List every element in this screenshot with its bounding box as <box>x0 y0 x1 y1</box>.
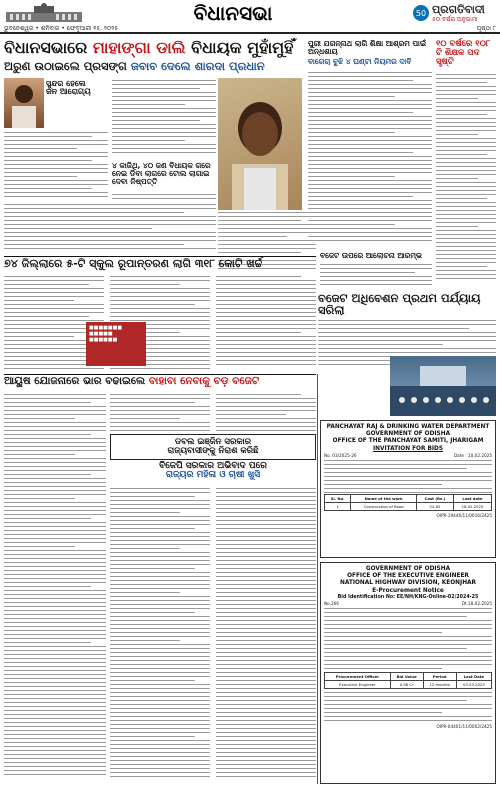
lead-headline-part2: ବିଧାୟକ ମୁହାଁମୁହିଁ <box>191 38 294 57</box>
lead-headline-part1: ବିଧାନସଭାରେ <box>4 38 88 57</box>
legislator-photo <box>4 78 44 128</box>
ad1-table <box>324 494 492 511</box>
logo-tagline: ୫୦ ବର୍ଷର ଅନୁଗାମୀ <box>432 16 478 23</box>
band3-headline <box>110 462 316 481</box>
ad1-body <box>324 460 492 494</box>
ad1-th-4: Last date <box>453 495 491 503</box>
ad2-code: OIPR-04401/11/0002/2425 <box>436 724 492 730</box>
band2-box-line2: ରାଜ୍ୟବାସୀଙ୍କୁ ନିରାଶ କରିଛି <box>167 445 259 456</box>
dateline: ଭୁବନେଶ୍ୱର • ଶନିବାର • ଫେବୃଆରୀ ୧୫, ୨୦୨୫ <box>4 25 118 32</box>
ad2-cell: 0.98 Cr <box>390 681 423 689</box>
mid-right-headline: ବଜେଟ ଉପରେ ଆଲୋଚନା ଆରମ୍ଭ <box>320 251 422 260</box>
band3-headline-part1: ବିଜେପି ସରକାର ଅଭିବାଦ ପରେ <box>159 461 267 471</box>
band2-body-right <box>110 394 316 434</box>
ad2-th-4: Last Date <box>456 673 491 681</box>
lead-subhead <box>4 60 314 72</box>
tender-ad-panchayat <box>320 420 496 558</box>
band3-headline-blue: ରାଜ୍ୟର ମହିଳା ଓ ଚାଷୀ ଖୁସି <box>165 470 261 481</box>
far-right-headline: ୧୦ ବର୍ଷରେ ୧୦୮ ଟି ଶିକ୍ଷକ ପଦ ସୃଷ୍ଟି <box>436 39 491 67</box>
band2-headline <box>4 376 316 387</box>
ad2-proc: E-Procurement Notice <box>372 587 444 594</box>
minister-photo <box>218 78 302 210</box>
assembly-hall-photo <box>390 356 496 416</box>
ad2-th-3: Period <box>423 673 456 681</box>
ad2-bid: Bid Identification No: EE/NH/KNG-Online-02/2024-25 <box>337 594 479 600</box>
ad1-no: No. 03/2025-26 <box>324 452 357 458</box>
ad2-no: No.266 <box>324 600 339 606</box>
masthead <box>0 0 500 34</box>
ad1-ref-row <box>324 453 492 458</box>
tender-ad-highway <box>320 562 496 784</box>
lead-subhead-part1: ଅରୁଣ ଉଠାଇଲେ ପ୍ରସଙ୍ଗ <box>4 59 127 73</box>
ad2-body <box>324 608 492 672</box>
newspaper-logo: ପ୍ରଗତିବାଦୀ <box>432 3 485 16</box>
ad2-office: OFFICE OF THE EXECUTIVE ENGINEER <box>347 573 469 580</box>
ad2-division: NATIONAL HIGHWAY DIVISION, KEONJHAR <box>339 580 476 587</box>
ad1-th-2: Name of the work <box>351 495 417 503</box>
ad1-office: OFFICE OF THE PANCHAYAT SAMITI, JHARIGAM <box>332 438 484 445</box>
svg-text:50: 50 <box>415 9 427 18</box>
ad2-th-1: Procurement Officer <box>325 673 391 681</box>
ad1-cell: 24.82 <box>417 503 454 511</box>
mid-right-body <box>320 264 432 288</box>
ad1-govt: GOVERNMENT OF ODISHA <box>365 431 451 438</box>
ad2-date: Dt.18.02.2025 <box>461 600 492 606</box>
story2-body <box>112 194 216 204</box>
ad1-date: Date : 10.02.2025 <box>453 452 492 458</box>
right-top-headline-main: ପୁରୀ ଯଗନ୍ନାଥ ଲାଗି ଶିକ୍ଷା ଆଶ୍ରମ ପାଇଁ ଅନ୍ଧଶାୟ <box>308 39 427 56</box>
right-top-subhead: ବାଗେଚା ବୁଝି ୪ ଘଣ୍ଟା ନିୟମର ଦାବି <box>308 56 412 66</box>
ad1-th-3: Cost (Rs.) <box>417 495 454 503</box>
ad1-cell: Construction of Road <box>351 503 417 511</box>
ad2-cell: Executive Engineer <box>325 681 391 689</box>
ad2-govt: GOVERNMENT OF ODISHA <box>365 566 451 572</box>
sidebar-headline: ସୁନ୍ଦର ହେଲେ ଜନ ଆରୋଗ୍ୟ <box>46 79 91 97</box>
center-body-text <box>112 80 216 160</box>
ad1-title: INVITATION FOR BIDS <box>372 445 444 452</box>
ad1-dept: PANCHAYAT RAJ & DRINKING WATER DEPARTMENT <box>326 424 490 430</box>
band1-body <box>4 276 316 372</box>
section-title: ବିଧାନସଭା <box>193 1 273 25</box>
band2-box-line1: ଡବଲ ଇଞ୍ଜିନ ସରକାର <box>174 437 252 447</box>
right-top-body <box>308 72 432 252</box>
lead-body-text <box>4 132 108 204</box>
ad1-th-1: Sl. No. <box>325 495 351 503</box>
lead-subhead-blue: ଜବାବ ଦେଲେ ଶାରଦା ପ୍ରଧାନ <box>130 59 265 73</box>
lead-headline-red: ମାହାଙ୍ଗା ଡାଲି <box>92 38 186 57</box>
ad1-code: OIPR-19446/11/0016/2425 <box>436 513 492 519</box>
band2-body-left <box>4 394 106 780</box>
ad2-th-2: Bid Value <box>390 673 423 681</box>
lead-headline <box>4 40 304 57</box>
far-right-body <box>436 74 496 284</box>
ad2-ref-row <box>324 601 492 606</box>
story2-headline: ୪ କାଜିଥି, ୪୦ ଜଣ ବିଧାୟକ ଗରେ ନେଇ ଡିବା ଲାଗରେ ଟୋଲ ଲାଗାଇ ଦେବା ନିଷ୍ପତ୍ତି <box>112 161 211 186</box>
band2-headline-part1: ଆୟୁଷ ଯୋଜନାରେ ଭାର ବଢାଇଲେ <box>4 375 146 387</box>
ad2-cell: 12 months <box>423 681 456 689</box>
column-divider <box>317 374 318 784</box>
band1-headline: ୭୪ ଜିଲ୍ଲାରେ ୫-ଟି ସ୍କୁଲ ରୂପାନ୍ତରଣ ଲାଗି ୩୧୮ କୋଟି ଖର୍ଚ୍ଚ <box>4 257 263 270</box>
right-top-headline <box>308 40 432 66</box>
band3-body <box>110 488 316 782</box>
lead-body-text-2 <box>4 204 216 254</box>
assembly-building-icon <box>4 2 84 24</box>
band2-box <box>110 434 316 460</box>
school-photo: ■■■■■■■ ■■■■■ ■■■■■■ <box>86 322 146 366</box>
ad1-cell: 1 <box>325 503 351 511</box>
budget-headline: ବଜେଟ ଅଧିବେଶନ ପ୍ରଥମ ପର୍ଯ୍ୟାୟ ସରିଲା <box>318 291 481 318</box>
ad2-table <box>324 672 492 689</box>
ad2-cell: 03.03.2025 <box>456 681 491 689</box>
band2-headline-red: ବାହାବା ନେବାକୁ ବଡ଼ ବଜେଟ <box>148 375 260 387</box>
page-number: ପୃଷ୍ଠା ୮ <box>476 25 496 32</box>
ad1-cell: 18.02.2025 <box>453 503 491 511</box>
ad2-footer-text <box>324 692 492 724</box>
